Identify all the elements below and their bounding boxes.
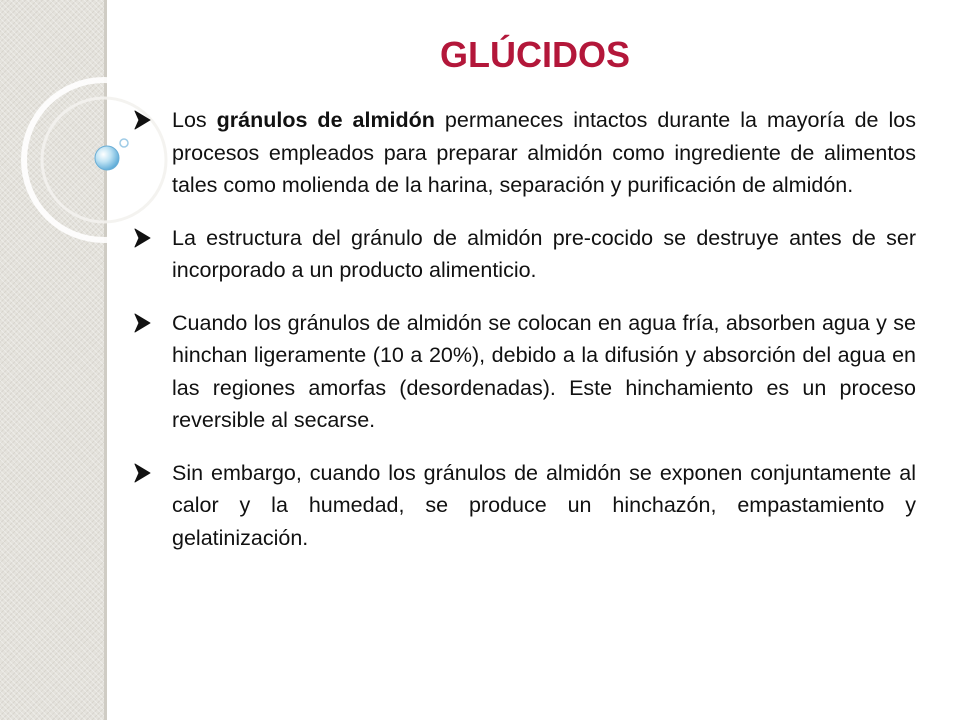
- bullet-text: Cuando los gránulos de almidón se colocan en agua fría, absorben agua y se hinchan ligeramente (10 a 20%), debido a la difusión y absorción del agua en las regiones amorfas (desordenadas). Este hinchamiento es un proceso reversible al secarse.: [172, 310, 916, 432]
- small-orb-icon: [120, 139, 128, 147]
- bullet-text: Los gránulos de almidón permaneces intactos durante la mayoría de los procesos empleados para preparar almidón como ingrediente de alimentos tales como molienda de la harina, separación y purificación de almidón.: [172, 108, 916, 197]
- arrowhead-bullet-icon: [134, 104, 172, 135]
- bullet-text: Sin embargo, cuando los gránulos de almidón se exponen conjuntamente al calor y la humedad, se produce un hinchazón, empastamiento y gelatinización.: [172, 460, 916, 550]
- bullet-item: [134, 104, 916, 202]
- bullet-bold-term: gránulos de almidón: [216, 108, 435, 132]
- blue-orb-icon: [95, 146, 119, 170]
- bullet-text: La estructura del gránulo de almidón pre-cocido se destruye antes de ser incorporado a un producto alimenticio.: [172, 225, 916, 282]
- bullet-item: [134, 457, 916, 555]
- arrowhead-bullet-icon: [134, 222, 172, 253]
- bullet-list: [134, 104, 916, 574]
- arrowhead-bullet-icon: [134, 307, 172, 338]
- bullet-item: [134, 222, 916, 287]
- arrowhead-bullet-icon: [134, 457, 172, 488]
- slide-title: GLÚCIDOS: [439, 34, 630, 75]
- bullet-item: [134, 307, 916, 437]
